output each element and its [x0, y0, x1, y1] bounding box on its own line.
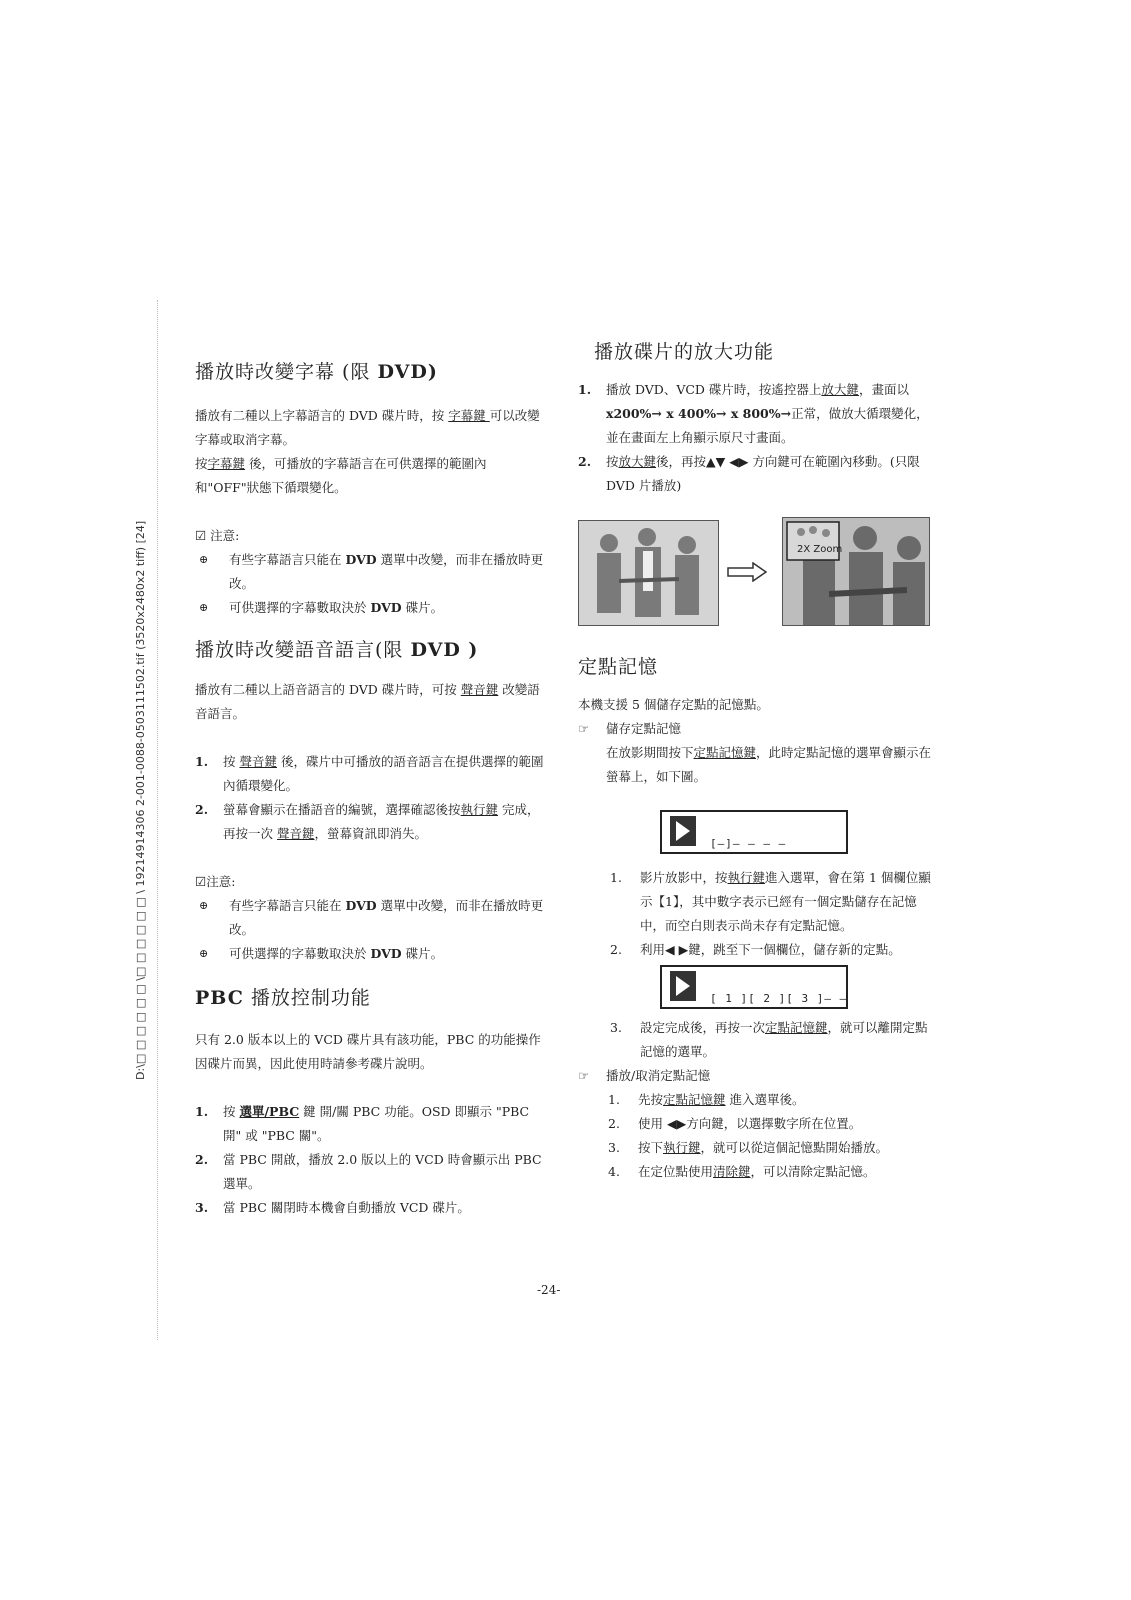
subheading: ☞ 儲存定點記憶: [578, 717, 938, 741]
subheading: ☞ 播放/取消定點記憶: [578, 1064, 938, 1088]
zoom-section-title: 播放碟片的放大功能: [594, 341, 775, 363]
list-item: 2. 當 PBC 開啟，播放 2.0 版以上的 VCD 時會顯示出 PBC 選單。: [195, 1152, 542, 1191]
right-column: [578, 340, 938, 498]
list-item: 1. 播放 DVD、VCD 碟片時，按遙控器上放大鍵，畫面以 x200%→ x 400%→ x 800%→正常，做放大循環變化，並在畫面左上角顯示原尺寸畫面。: [578, 382, 929, 445]
audio-section-title: 播放時改變語音語言(限 DVD ): [195, 639, 479, 661]
note-item: ⊕ 可供選擇的字幕數取決於 DVD 碟片。: [195, 596, 550, 620]
bookmark-menu-osd-filled: [660, 965, 848, 1009]
note-item: ⊕ 可供選擇的字幕數取決於 DVD 碟片。: [195, 942, 550, 966]
bookmark-section-title: 定點記憶: [578, 656, 659, 678]
subtitle-paragraph-1: 播放有二種以上字幕語言的 DVD 碟片時，按 字幕鍵 可以改變字幕或取消字幕。: [195, 408, 540, 447]
list-item: 2. 螢幕會顯示在播語音的編號，選擇確認後按執行鍵 完成，再按一次 聲音鍵，螢幕資訊即消失。: [195, 802, 540, 841]
bullet-icon: ⊕: [199, 899, 209, 912]
audio-paragraph: 播放有二種以上語音語言的 DVD 碟片時，可按 聲音鍵 改變語音語言。: [195, 682, 540, 721]
note-label: ☑ 注意:: [195, 528, 240, 543]
bookmark-menu-osd: [660, 810, 848, 854]
play-icon: [670, 816, 696, 846]
list-item: 3. 當 PBC 關閉時本機會自動播放 VCD 碟片。: [195, 1200, 470, 1215]
bookmark-step-3: [610, 1016, 940, 1064]
list-item: 1. 影片放影中，按執行鍵進入選單，會在第 1 個欄位顯示【1】，其中數字表示已經有一個定點儲存在記憶中，而空白則表示尚未存有定點記憶。: [610, 870, 931, 933]
bookmark-intro: 本機支援 5 個儲存定點的記憶點。: [578, 697, 769, 712]
subtitle-paragraph-2: 按字幕鍵 後，可播放的字幕語言在可供選擇的範圍內和"OFF"狀態下循環變化。: [195, 456, 487, 495]
list-item: 3. 按下執行鍵，就可以從這個記憶點開始播放。: [608, 1140, 889, 1155]
page-number: -24-: [537, 1283, 561, 1297]
note-item: ⊕ 有些字幕語言只能在 DVD 選單中改變，而非在播放時更改。: [195, 894, 550, 942]
original-photo-image: [578, 520, 719, 626]
bullet-icon: ⊕: [199, 553, 209, 566]
bookmark-section: [578, 655, 938, 789]
left-column: [195, 360, 550, 1220]
playback-bookmark-section: [578, 1064, 938, 1184]
bookmark-slots: [—]— — — —: [710, 837, 787, 850]
scan-file-path: D:\□ □ □ □ □ □ \□ □ □ □ □ □ \ 19214914306 2-001-0088-0503111502.tif (3520x2480x2 tiff) [24]: [134, 520, 147, 1080]
note-label: ☑注意:: [195, 874, 236, 889]
list-item: 4. 在定位點使用清除鍵，可以清除定點記憶。: [608, 1164, 876, 1179]
bookmark-steps: [610, 866, 940, 962]
bookmark-paragraph: 在放影期間按下定點記憶鍵，此時定點記憶的選單會顯示在螢幕上，如下圖。: [606, 745, 932, 784]
list-item: 3. 設定完成後，再按一次定點記憶鍵，就可以離開定點記憶的選單。: [610, 1020, 928, 1059]
bullet-icon: ⊕: [199, 601, 209, 614]
arrow-right-icon: [727, 562, 767, 582]
note-item: ⊕ 有些字幕語言只能在 DVD 選單中改變，而非在播放時更改。: [195, 548, 550, 596]
list-item: 2. 使用 ◀▶方向鍵，以選擇數字所在位置。: [608, 1116, 862, 1131]
pointing-hand-icon: ☞: [578, 1068, 590, 1083]
subtitle-section-title: 播放時改變字幕 (限 DVD): [195, 361, 438, 383]
pbc-paragraph: 只有 2.0 版本以上的 VCD 碟片具有該功能，PBC 的功能操作因碟片而異，因此使用時請參考碟片說明。: [195, 1032, 541, 1071]
zoomed-photo-image: [782, 517, 930, 626]
list-item: 1. 按 聲音鍵 後，碟片中可播放的語音語言在提供選擇的範圍內循環變化。: [195, 754, 544, 793]
bullet-icon: ⊕: [199, 947, 209, 960]
zoom-level-label: 2X Zoom: [797, 544, 843, 555]
pointing-hand-icon: ☞: [578, 721, 590, 736]
list-item: 1. 按 選單/PBC 鍵 開/關 PBC 功能。OSD 即顯示 "PBC 開" 或 "PBC 關"。: [195, 1104, 530, 1143]
list-item: 1. 先按定點記憶鍵 進入選單後。: [608, 1092, 805, 1107]
scan-margin-line: [157, 300, 159, 1340]
play-icon: [670, 971, 696, 1001]
list-item: 2. 按放大鍵後，再按▲▼ ◀▶ 方向鍵可在範圍內移動。(只限 DVD 片播放): [578, 454, 920, 493]
pbc-section-title: PBC 播放控制功能: [195, 987, 371, 1009]
list-item: 2. 利用◀ ▶鍵，跳至下一個欄位，儲存新的定點。: [610, 942, 901, 957]
bookmark-slots: [ 1 ][ 2 ][ 3 ]— —: [710, 992, 848, 1005]
